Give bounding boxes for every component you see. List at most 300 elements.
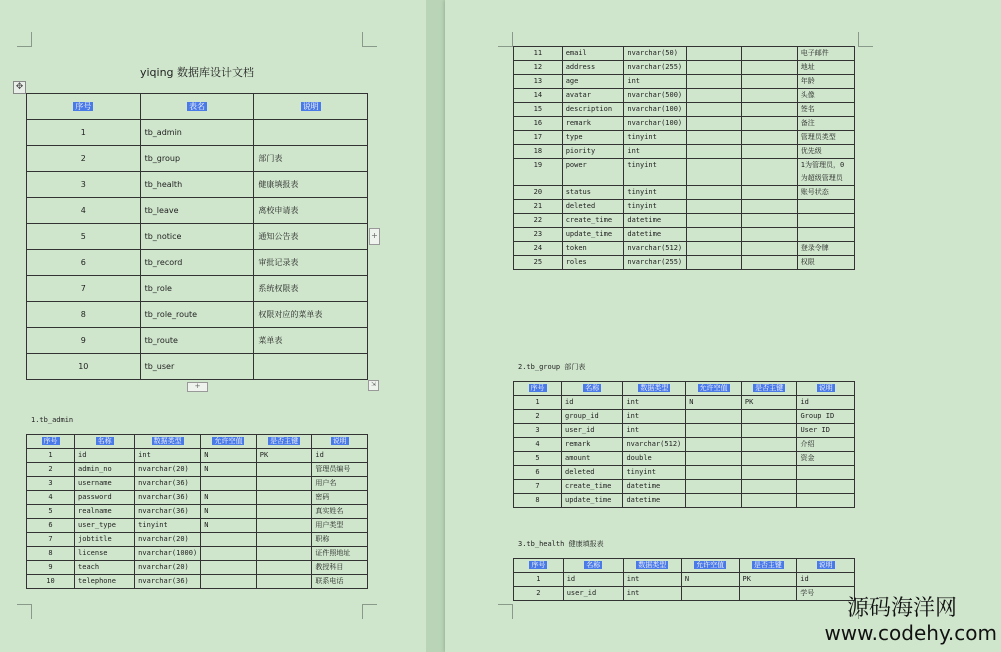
group-field-table	[513, 381, 855, 508]
table-cell	[681, 559, 739, 573]
header-label: 序号	[530, 384, 545, 392]
table-cell: 16	[514, 117, 563, 131]
table-cell: type	[562, 131, 624, 145]
table-cell	[741, 452, 797, 466]
table-cell	[201, 547, 257, 561]
table-cell	[687, 117, 742, 131]
table-cell	[741, 480, 797, 494]
table-cell	[742, 103, 797, 117]
table-cell: Group ID	[797, 410, 855, 424]
table-cell	[687, 61, 742, 75]
table-cell	[739, 587, 797, 601]
table-cell: 15	[514, 103, 563, 117]
table-cell: id	[75, 449, 135, 463]
table-cell: N	[201, 491, 257, 505]
table-cell: update_time	[562, 228, 624, 242]
table-cell	[201, 533, 257, 547]
table-cell: nvarchar(255)	[624, 256, 687, 270]
table-cell: N	[201, 519, 257, 533]
table-cell: 年龄	[797, 75, 854, 89]
table-cell: 审批记录表	[254, 250, 368, 276]
table-cell: 学号	[797, 587, 855, 601]
table-cell: deleted	[562, 200, 624, 214]
table-row	[514, 452, 855, 466]
table-cell	[742, 200, 797, 214]
table-cell: 22	[514, 214, 563, 228]
table-cell: avatar	[562, 89, 624, 103]
table-cell: 头像	[797, 89, 854, 103]
table-cell	[686, 452, 742, 466]
table-cell	[687, 228, 742, 242]
table-cell: datetime	[624, 228, 687, 242]
table-cell: teach	[75, 561, 135, 575]
table-cell	[75, 435, 135, 449]
table-row	[27, 519, 368, 533]
table-cell	[256, 435, 312, 449]
table-cell: 23	[514, 228, 563, 242]
table-cell: 账号状态	[797, 186, 854, 200]
table-cell	[623, 559, 681, 573]
table-resize-handle-icon[interactable]: ⇲	[368, 380, 379, 391]
table-cell	[797, 559, 855, 573]
table-cell	[687, 103, 742, 117]
table-cell: nvarchar(36)	[135, 505, 201, 519]
table-row	[514, 494, 855, 508]
watermark-cn: 源码海洋网	[846, 596, 957, 621]
table-row	[514, 466, 855, 480]
table-cell: N	[686, 396, 742, 410]
table-cell: 8	[27, 302, 141, 328]
table-cell: 5	[27, 224, 141, 250]
table-cell	[254, 120, 368, 146]
table-cell	[797, 228, 854, 242]
table-cell: tinyint	[624, 159, 687, 186]
health-field-table	[513, 558, 855, 601]
table-cell	[687, 131, 742, 145]
table-cell	[256, 575, 312, 589]
table-row	[514, 131, 855, 145]
table-cell: datetime	[623, 480, 686, 494]
table-cell: nvarchar(20)	[135, 561, 201, 575]
table-cell: N	[201, 463, 257, 477]
table-cell: 用户类型	[312, 519, 368, 533]
table-cell	[256, 547, 312, 561]
table-cell	[27, 94, 141, 120]
table-cell: tb_record	[140, 250, 254, 276]
table-cell: id	[797, 573, 855, 587]
table-cell: tinyint	[624, 186, 687, 200]
table-cell	[687, 256, 742, 270]
table-row	[514, 159, 855, 186]
table-cell: telephone	[75, 575, 135, 589]
header-label: 说明	[302, 102, 319, 111]
header-label: 名称	[586, 561, 601, 569]
table-cell: admin_no	[75, 463, 135, 477]
table-cell: 介绍	[797, 438, 855, 452]
table-cell: 管理员类型	[797, 131, 854, 145]
table-cell: group_id	[562, 410, 623, 424]
table-cell: 教授科目	[312, 561, 368, 575]
table-cell	[256, 505, 312, 519]
table-cell: tb_health	[140, 172, 254, 198]
table-header-row	[27, 435, 368, 449]
table-cell: 备注	[797, 117, 854, 131]
table-cell	[797, 494, 855, 508]
table-cell	[742, 61, 797, 75]
table-cell: nvarchar(512)	[623, 438, 686, 452]
table-cell	[797, 466, 855, 480]
header-label: 说明	[818, 384, 833, 392]
header-label: 数据类型	[153, 437, 182, 445]
table-row	[27, 302, 368, 328]
crop-mark	[17, 32, 32, 47]
table-cell: 4	[27, 491, 75, 505]
table-cell: id	[797, 396, 855, 410]
header-label: 是否主键	[755, 384, 784, 392]
table-cell: nvarchar(50)	[624, 47, 687, 61]
table-cell: 9	[27, 328, 141, 354]
table-cell	[254, 354, 368, 380]
table-cell	[201, 561, 257, 575]
table-cell	[135, 435, 201, 449]
table-cell	[687, 47, 742, 61]
header-label: 说明	[332, 437, 347, 445]
table-row	[27, 575, 368, 589]
table-cell	[741, 410, 797, 424]
table-cell: 部门表	[254, 146, 368, 172]
table-cell: tb_user	[140, 354, 254, 380]
table-cell	[623, 382, 686, 396]
table-cell: 联系电话	[312, 575, 368, 589]
section-title-health: 3.tb_health 健康填报表	[518, 540, 604, 548]
table-row	[514, 242, 855, 256]
table-cell: User ID	[797, 424, 855, 438]
table-cell	[742, 228, 797, 242]
table-cell	[514, 382, 562, 396]
table-cell: email	[562, 47, 624, 61]
table-cell: 10	[27, 354, 141, 380]
table-row	[514, 424, 855, 438]
table-cell: nvarchar(512)	[624, 242, 687, 256]
table-row	[514, 186, 855, 200]
table-cell	[742, 214, 797, 228]
add-column-icon[interactable]: +	[369, 228, 380, 245]
table-cell: password	[75, 491, 135, 505]
table-cell: 权限	[797, 256, 854, 270]
table-cell: int	[623, 573, 681, 587]
table-cell: N	[681, 573, 739, 587]
table-row	[27, 491, 368, 505]
table-cell: PK	[739, 573, 797, 587]
admin-field-table	[26, 434, 368, 589]
table-cell	[742, 89, 797, 103]
table-cell: 17	[514, 131, 563, 145]
table-cell: 地址	[797, 61, 854, 75]
table-row	[27, 276, 368, 302]
table-cell: roles	[562, 256, 624, 270]
table-cell: 通知公告表	[254, 224, 368, 250]
table-cell: 用户名	[312, 477, 368, 491]
table-cell: 6	[27, 519, 75, 533]
table-cell: username	[75, 477, 135, 491]
crop-mark	[498, 604, 513, 619]
table-cell: 离校申请表	[254, 198, 368, 224]
table-row	[514, 214, 855, 228]
table-cell: age	[562, 75, 624, 89]
table-cell: amount	[562, 452, 623, 466]
header-label: 允许空值	[696, 561, 725, 569]
table-cell	[742, 159, 797, 186]
table-cell	[742, 117, 797, 131]
table-row	[27, 449, 368, 463]
table-cell: remark	[562, 438, 623, 452]
table-cell: 管理员编号	[312, 463, 368, 477]
table-row	[514, 256, 855, 270]
table-cell: id	[563, 573, 623, 587]
table-cell: nvarchar(100)	[624, 103, 687, 117]
table-cell	[742, 131, 797, 145]
table-row	[27, 224, 368, 250]
table-move-handle-icon[interactable]: ✥	[13, 81, 26, 94]
table-row	[27, 172, 368, 198]
table-cell	[201, 477, 257, 491]
table-cell: id	[562, 396, 623, 410]
table-cell	[201, 435, 257, 449]
table-cell: realname	[75, 505, 135, 519]
table-cell	[741, 382, 797, 396]
table-cell: 7	[27, 533, 75, 547]
table-cell	[686, 410, 742, 424]
page-gap	[426, 0, 445, 652]
header-label: 序号	[531, 561, 546, 569]
table-row	[514, 396, 855, 410]
table-cell: 2	[514, 410, 562, 424]
table-cell: int	[623, 396, 686, 410]
table-cell: 19	[514, 159, 563, 186]
table-cell	[256, 519, 312, 533]
table-cell: int	[623, 587, 681, 601]
table-cell: datetime	[624, 214, 687, 228]
table-row	[514, 410, 855, 424]
table-cell: piority	[562, 145, 624, 159]
table-cell	[797, 480, 855, 494]
table-cell: jobtitle	[75, 533, 135, 547]
table-cell: 2	[27, 463, 75, 477]
table-cell: 资金	[797, 452, 855, 466]
crop-mark	[17, 604, 32, 619]
table-cell: create_time	[562, 480, 623, 494]
table-cell: tb_notice	[140, 224, 254, 250]
table-cell: 1	[514, 573, 564, 587]
table-cell: user_id	[562, 424, 623, 438]
table-cell: 2	[27, 146, 141, 172]
header-label: 是否主键	[270, 437, 299, 445]
table-cell: 24	[514, 242, 563, 256]
table-header-row	[514, 382, 855, 396]
table-cell: 11	[514, 47, 563, 61]
table-row	[27, 463, 368, 477]
table-cell	[312, 435, 368, 449]
header-label: 允许空值	[699, 384, 728, 392]
table-cell: 优先级	[797, 145, 854, 159]
table-cell: int	[623, 410, 686, 424]
header-label: 名称	[585, 384, 600, 392]
table-cell: tinyint	[624, 131, 687, 145]
table-cell	[742, 242, 797, 256]
table-cell: token	[562, 242, 624, 256]
table-cell	[741, 424, 797, 438]
table-cell: 18	[514, 145, 563, 159]
table-cell: 菜单表	[254, 328, 368, 354]
table-cell: 权限对应的菜单表	[254, 302, 368, 328]
table-cell: 14	[514, 89, 563, 103]
table-cell: tb_role	[140, 276, 254, 302]
watermark-url: www.codehy.com	[824, 621, 997, 645]
table-cell: 5	[514, 452, 562, 466]
table-cell: tb_role_route	[140, 302, 254, 328]
table-cell: 6	[27, 250, 141, 276]
table-cell: nvarchar(500)	[624, 89, 687, 103]
table-cell: 系统权限表	[254, 276, 368, 302]
table-cell: 1	[27, 120, 141, 146]
table-cell	[687, 214, 742, 228]
table-cell: tb_admin	[140, 120, 254, 146]
table-row	[514, 145, 855, 159]
table-cell: PK	[256, 449, 312, 463]
table-cell	[256, 561, 312, 575]
table-cell: 25	[514, 256, 563, 270]
table-cell	[742, 75, 797, 89]
table-row	[514, 75, 855, 89]
table-cell: 13	[514, 75, 563, 89]
crop-mark	[858, 32, 873, 47]
table-cell	[687, 200, 742, 214]
table-cell: 4	[27, 198, 141, 224]
table-cell	[686, 480, 742, 494]
section-title-admin: 1.tb_admin	[31, 416, 74, 424]
table-row	[514, 438, 855, 452]
table-cell: int	[624, 75, 687, 89]
table-cell: 3	[27, 172, 141, 198]
add-row-icon[interactable]: +	[187, 382, 208, 392]
table-cell: 1	[27, 449, 75, 463]
table-cell	[797, 382, 855, 396]
table-cell	[27, 435, 75, 449]
table-cell: nvarchar(1000)	[135, 547, 201, 561]
table-cell	[742, 186, 797, 200]
table-cell: 密码	[312, 491, 368, 505]
table-cell: 10	[27, 575, 75, 589]
table-cell: tb_route	[140, 328, 254, 354]
table-cell	[797, 214, 854, 228]
table-cell: nvarchar(100)	[624, 117, 687, 131]
table-cell: 证件照地址	[312, 547, 368, 561]
table-cell	[686, 494, 742, 508]
crop-mark	[362, 604, 377, 619]
table-cell: nvarchar(20)	[135, 533, 201, 547]
table-cell	[254, 94, 368, 120]
table-cell	[742, 47, 797, 61]
user-field-table-continued	[513, 46, 855, 270]
table-header-row	[514, 559, 855, 573]
table-cell: user_type	[75, 519, 135, 533]
table-cell: 3	[514, 424, 562, 438]
table-cell: create_time	[562, 214, 624, 228]
table-cell: 登录令牌	[797, 242, 854, 256]
table-cell: nvarchar(255)	[624, 61, 687, 75]
table-cell: address	[562, 61, 624, 75]
table-cell: tinyint	[623, 466, 686, 480]
table-cell: power	[562, 159, 624, 186]
table-cell	[514, 559, 564, 573]
table-row	[27, 198, 368, 224]
table-row	[27, 328, 368, 354]
header-label: 数据类型	[638, 561, 667, 569]
table-cell: nvarchar(36)	[135, 477, 201, 491]
table-cell	[686, 382, 742, 396]
overview-table	[26, 93, 368, 380]
table-row	[514, 200, 855, 214]
table-cell	[797, 200, 854, 214]
table-cell: datetime	[623, 494, 686, 508]
table-cell: tb_leave	[140, 198, 254, 224]
table-cell: 8	[27, 547, 75, 561]
table-cell: update_time	[562, 494, 623, 508]
table-cell: nvarchar(36)	[135, 575, 201, 589]
table-row	[27, 477, 368, 491]
table-cell: 1	[514, 396, 562, 410]
table-cell: 1为管理员，0为超级管理员	[797, 159, 854, 186]
table-cell: 签名	[797, 103, 854, 117]
table-row	[27, 547, 368, 561]
table-cell	[686, 438, 742, 452]
table-cell: status	[562, 186, 624, 200]
table-row	[514, 480, 855, 494]
table-row	[27, 354, 368, 380]
table-cell	[681, 587, 739, 601]
header-label: 数据类型	[640, 384, 669, 392]
table-cell	[562, 382, 623, 396]
table-row	[27, 146, 368, 172]
table-row	[27, 250, 368, 276]
header-label: 序号	[75, 102, 92, 111]
table-cell	[687, 159, 742, 186]
table-cell	[686, 424, 742, 438]
table-row	[27, 505, 368, 519]
header-label: 序号	[43, 437, 58, 445]
table-cell: N	[201, 505, 257, 519]
table-cell: 7	[514, 480, 562, 494]
crop-mark	[362, 32, 377, 47]
table-row	[514, 573, 855, 587]
header-label: 允许空值	[214, 437, 243, 445]
table-cell: 12	[514, 61, 563, 75]
header-label: 名称	[97, 437, 112, 445]
header-label: 说明	[818, 561, 833, 569]
table-cell	[256, 463, 312, 477]
table-cell: tb_group	[140, 146, 254, 172]
section-title-group: 2.tb_group 部门表	[518, 363, 586, 371]
table-cell	[741, 494, 797, 508]
table-row	[514, 47, 855, 61]
watermark	[790, 596, 1001, 644]
table-cell: N	[201, 449, 257, 463]
table-cell	[741, 466, 797, 480]
table-header-row	[27, 94, 368, 120]
table-cell: double	[623, 452, 686, 466]
table-row	[27, 561, 368, 575]
table-cell: 5	[27, 505, 75, 519]
